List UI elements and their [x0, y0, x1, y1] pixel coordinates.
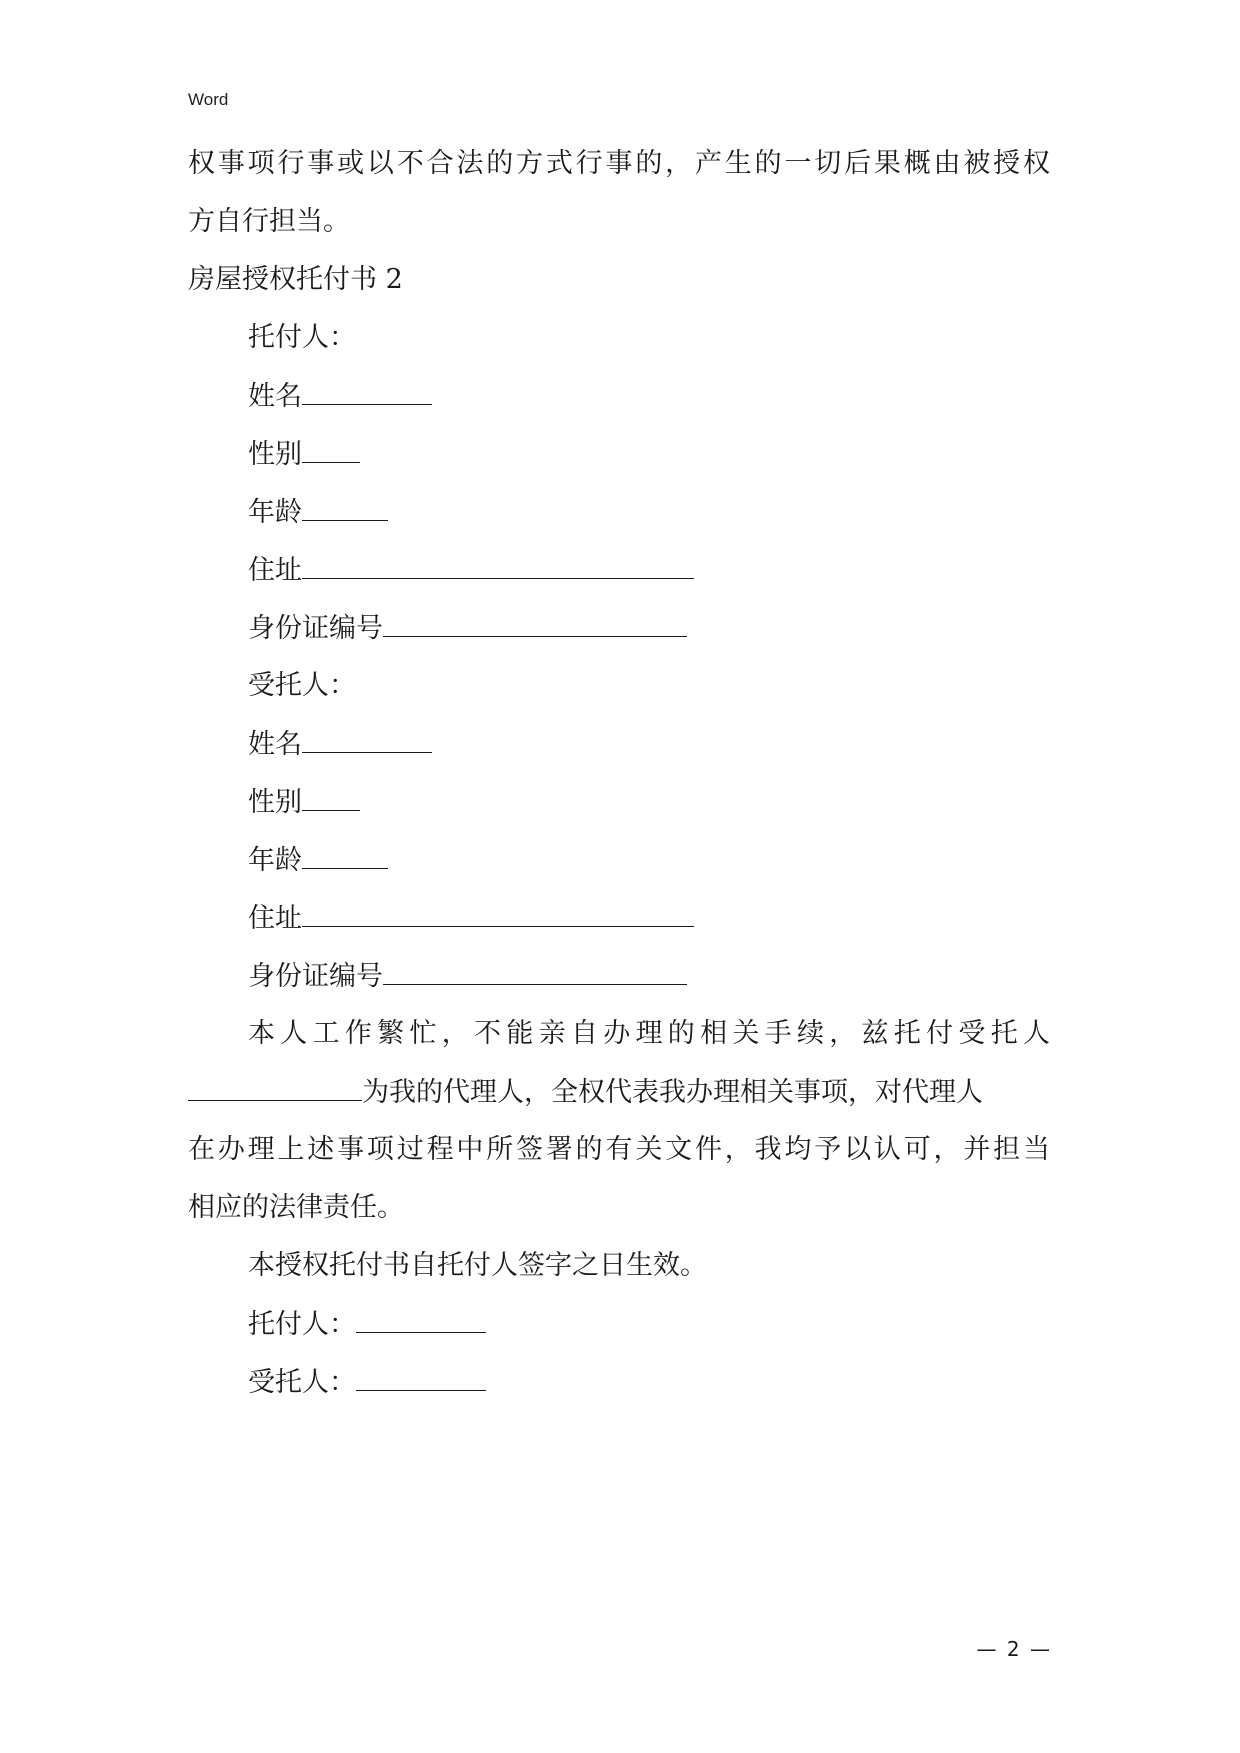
- agent-gender-field: [248, 784, 360, 821]
- fill-blank[interactable]: [302, 900, 694, 927]
- agent-signature-line: [248, 1364, 486, 1401]
- signature-label: 受托人：: [248, 1367, 356, 1398]
- field-label: 姓名: [248, 729, 302, 760]
- effective-clause: 本授权托付书自托付人签字之日生效。: [248, 1250, 707, 1281]
- continued-text-line-2: 方自行担当。: [188, 206, 350, 237]
- body-text-line-3: 在办理上述事项过程中所签署的有关文件，我均予以认可，并担当: [188, 1134, 1050, 1165]
- signature-label: 托付人：: [248, 1309, 356, 1340]
- principal-age-field: [248, 494, 388, 531]
- section-title: 房屋授权托付书 2: [188, 264, 403, 295]
- field-label: 年龄: [248, 497, 302, 528]
- field-label: 性别: [248, 439, 302, 470]
- principal-address-field: [248, 552, 694, 589]
- fill-blank[interactable]: [302, 784, 360, 811]
- agent-address-field: [248, 900, 694, 937]
- page-number: — 2 —: [976, 1637, 1052, 1661]
- field-label: 住址: [248, 555, 302, 586]
- principal-heading: 托付人：: [248, 322, 356, 353]
- field-label: 性别: [248, 787, 302, 818]
- principal-gender-field: [248, 436, 360, 473]
- fill-blank[interactable]: [302, 552, 694, 579]
- body-text-line-1: 本人工作繁忙，不能亲自办理的相关手续，兹托付受托人: [248, 1018, 1050, 1049]
- principal-signature-line: [248, 1306, 486, 1343]
- continued-text-line-1: 权事项行事或以不合法的方式行事的，产生的一切后果概由被授权: [188, 148, 1050, 179]
- principal-id-field: [248, 610, 687, 647]
- fill-blank[interactable]: [302, 436, 360, 463]
- agent-name-blank[interactable]: [188, 1074, 362, 1101]
- principal-name-field: [248, 378, 432, 415]
- fill-blank[interactable]: [302, 842, 388, 869]
- agent-id-field: [248, 958, 687, 995]
- agent-name-field: [248, 726, 432, 763]
- body-text-line-2: [188, 1074, 983, 1111]
- signature-blank[interactable]: [356, 1306, 486, 1333]
- field-label: 身份证编号: [248, 961, 383, 992]
- field-label: 身份证编号: [248, 613, 383, 644]
- fill-blank[interactable]: [302, 494, 388, 521]
- signature-blank[interactable]: [356, 1364, 486, 1391]
- header-label: Word: [188, 90, 229, 109]
- body-text-line-2-text: 为我的代理人，全权代表我办理相关事项，对代理人: [362, 1077, 983, 1108]
- field-label: 姓名: [248, 381, 302, 412]
- fill-blank[interactable]: [383, 958, 687, 985]
- agent-heading: 受托人：: [248, 670, 356, 701]
- fill-blank[interactable]: [383, 610, 687, 637]
- fill-blank[interactable]: [302, 726, 432, 753]
- agent-age-field: [248, 842, 388, 879]
- field-label: 年龄: [248, 845, 302, 876]
- body-text-line-4: 相应的法律责任。: [188, 1192, 404, 1223]
- field-label: 住址: [248, 903, 302, 934]
- fill-blank[interactable]: [302, 378, 432, 405]
